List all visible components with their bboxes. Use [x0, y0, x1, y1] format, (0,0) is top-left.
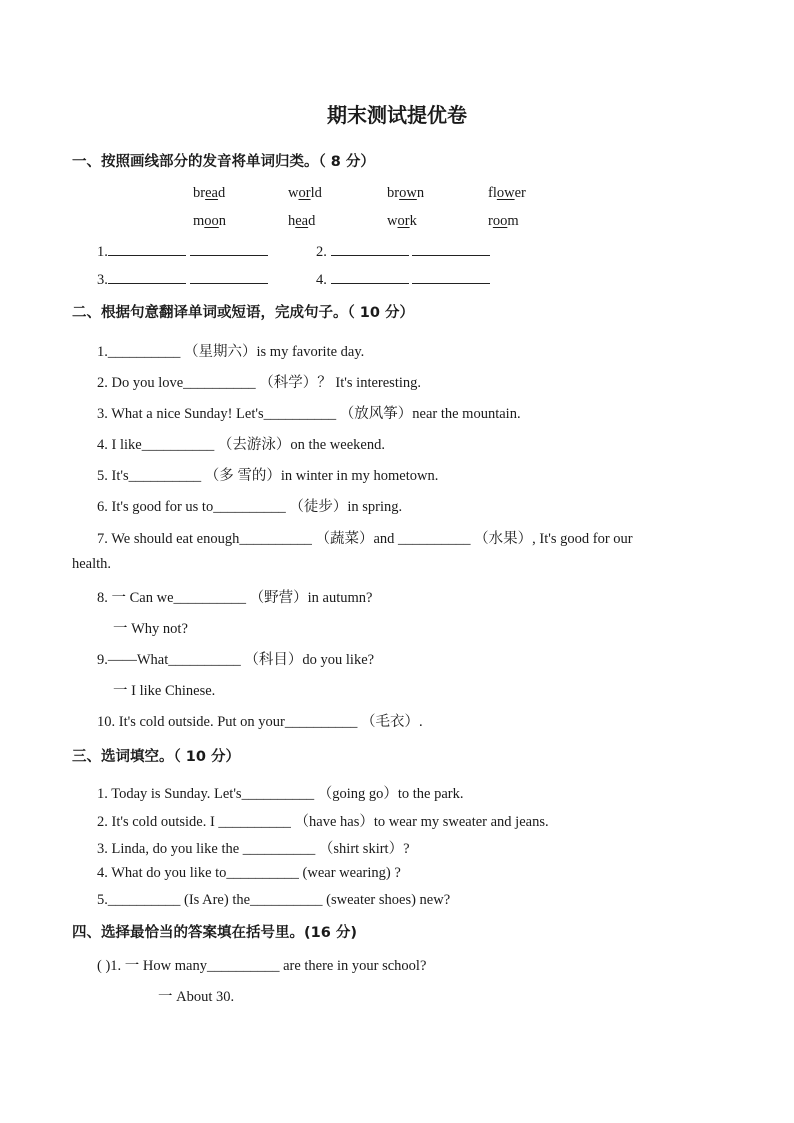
question-line: 7. We should eat enough__________ （蔬菜）and __________ （水果）, It's good for our — [97, 531, 633, 547]
question-line: 10. It's cold outside. Put on your__________ （毛衣）. — [97, 714, 423, 730]
word-work: work — [387, 213, 417, 229]
answer-row-1: 1. — [97, 241, 268, 261]
word-head: head — [288, 213, 316, 229]
question-line: 4. I like__________ （去游泳）on the weekend. — [97, 437, 385, 453]
word-brown: brown — [387, 185, 425, 201]
question-line: ( )1. 一 How many__________ are there in your school? — [97, 958, 427, 974]
answer-blank[interactable] — [190, 241, 268, 256]
question-line: 3. Linda, do you like the __________ （shirt skirt）? — [97, 841, 410, 857]
answer-blank[interactable] — [108, 269, 186, 284]
question-line: 一 Why not? — [113, 621, 188, 637]
section-3-heading: 三、选词填空。（ 10 分） — [72, 749, 241, 765]
question-line: 一 About 30. — [158, 989, 235, 1005]
answer-blank[interactable] — [331, 241, 409, 256]
answer-blank[interactable] — [331, 269, 409, 284]
question-line: 8. 一 Can we__________ （野营）in autumn? — [97, 590, 373, 606]
answer-blank[interactable] — [190, 269, 268, 284]
page-title: 期末测试提优卷 — [327, 103, 467, 127]
question-line: health. — [72, 556, 112, 572]
question-line: 1.__________ （星期六）is my favorite day. — [97, 344, 365, 360]
section-2-heading: 二、根据句意翻译单词或短语，完成句子。（ 10 分） — [72, 305, 415, 321]
word-world: world — [288, 185, 322, 201]
word-moon: moon — [193, 213, 227, 229]
question-line: 2. It's cold outside. I __________ （have has）to wear my sweater and jeans. — [97, 814, 549, 830]
question-line: 一 I like Chinese. — [113, 683, 216, 699]
word-bread: bread — [193, 185, 226, 201]
answer-blank[interactable] — [412, 269, 490, 284]
question-line: 2. Do you love__________ （科学）？ It's interesting. — [97, 375, 422, 391]
question-line: 5.__________ (Is Are) the__________ (sweater shoes) new? — [97, 892, 451, 908]
question-line: 9.——What__________ （科目）do you like? — [97, 652, 375, 668]
question-line: 6. It's good for us to__________ （徒步）in spring. — [97, 499, 403, 515]
section-1-heading: 一、按照画线部分的发音将单词归类。（ 8 分） — [72, 154, 375, 170]
question-line: 4. What do you like to__________ (wear wearing) ? — [97, 865, 401, 881]
answer-row-2: 2. — [316, 241, 490, 261]
question-line: 3. What a nice Sunday! Let's__________ （放风筝）near the mountain. — [97, 406, 521, 422]
answer-blank[interactable] — [108, 241, 186, 256]
word-flower: flower — [488, 185, 526, 201]
answer-row-4: 4. — [316, 269, 490, 289]
word-room: room — [488, 213, 519, 229]
question-line: 1. Today is Sunday. Let's__________ （going go）to the park. — [97, 786, 464, 802]
answer-row-3: 3. — [97, 269, 268, 289]
question-line: 5. It's__________ （多 雪的）in winter in my hometown. — [97, 468, 439, 484]
answer-blank[interactable] — [412, 241, 490, 256]
section-4-heading: 四、选择最恰当的答案填在括号里。(16 分) — [72, 925, 357, 941]
